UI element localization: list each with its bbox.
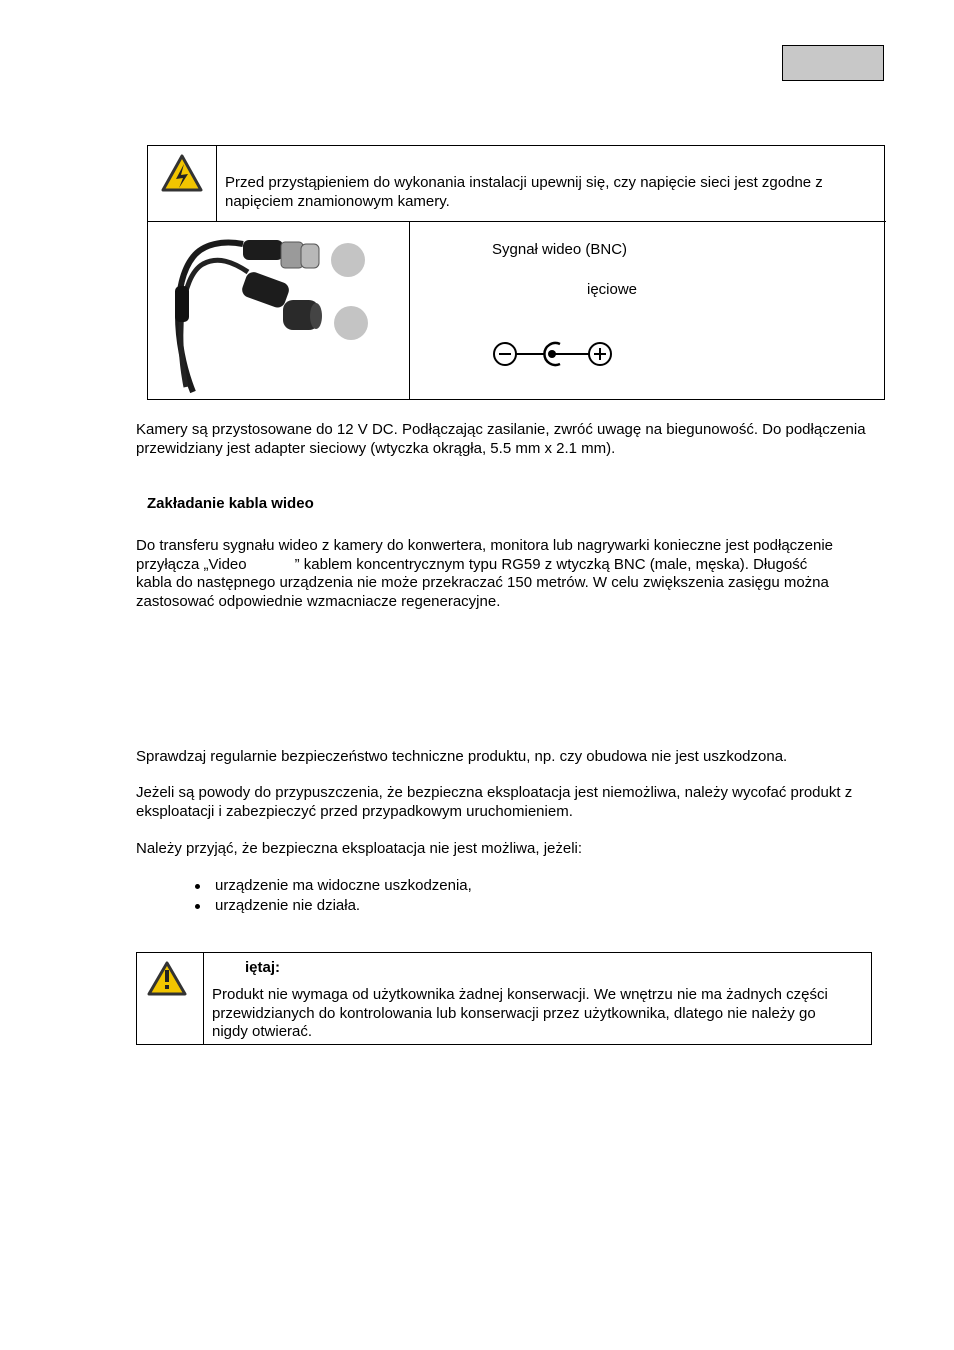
list-item: urządzenie nie działa. [195, 897, 472, 917]
safety-paragraph-3: Należy przyjąć, że bezpieczna eksploatacja nie jest możliwa, jeżeli: [136, 840, 583, 857]
section-heading: Zakładanie kabla wideo [147, 495, 314, 512]
bullet-icon [195, 904, 200, 909]
electric-hazard-icon [148, 146, 217, 221]
video-line-3: kabla do następnego urządzenia nie może przekraczać 150 metrów. W celu zwiększenia zasięgu można [136, 574, 829, 591]
power-label: ięciowe [587, 281, 638, 298]
note-box [136, 952, 872, 1045]
language-tab [782, 45, 884, 81]
bullet-icon [195, 884, 200, 889]
warning-icon [137, 953, 204, 1044]
video-paragraph [136, 537, 886, 611]
warning-table [147, 145, 885, 400]
safety-paragraph-2: Jeżeli są powody do przypuszczenia, że bezpieczna eksploatacja jest niemożliwa, należy wycofać produkt z eksploatacji i zabezpieczyć przed przypadkowym uruchomieniem. [136, 784, 853, 820]
connector-legend [410, 222, 884, 400]
polarity-icon [490, 339, 616, 379]
note-text: Produkt nie wymaga od użytkownika żadnej konserwacji. We wnętrzu nie ma żadnych części przewidzianych do kontrolowania lub konserwacji przez użytkownika, dlatego nie należy go nigdy otwierać. [212, 986, 828, 1040]
video-line-2: przyłącza „Video ” kablem koncentrycznym typu RG59 z wtyczką BNC (male, męska). Długość [136, 555, 808, 573]
list-item: urządzenie ma widoczne uszkodzenia, [195, 877, 472, 897]
power-paragraph: Kamery są przystosowane do 12 V DC. Podłączając zasilanie, zwróć uwagę na biegunowość. Do podłączenia przewidziany jest adapter sieciowy (wtyczka okrągła, 5.5 mm x 2.1 mm). [136, 421, 866, 457]
warning-row [148, 146, 886, 222]
signal-label: Sygnał wideo (BNC) [492, 241, 628, 258]
safety-paragraph-1: Sprawdzaj regularnie bezpieczeństwo techniczne produktu, np. czy obudowa nie jest uszkodzona. [136, 748, 788, 765]
video-line-4: zastosować odpowiednie wzmacniacze regeneracyjne. [136, 592, 501, 610]
bullet-list [195, 877, 472, 917]
warning-text: Przed przystąpieniem do wykonania instalacji upewnij się, czy napięcie sieci jest zgodne z napięciem znamionowym kamery. [225, 174, 823, 210]
note-title: iętaj: [245, 959, 281, 976]
video-line-1: Do transferu sygnału wideo z kamery do konwertera, monitora lub nagrywarki konieczne jest podłączenie [136, 537, 834, 554]
cable-image [148, 222, 410, 400]
